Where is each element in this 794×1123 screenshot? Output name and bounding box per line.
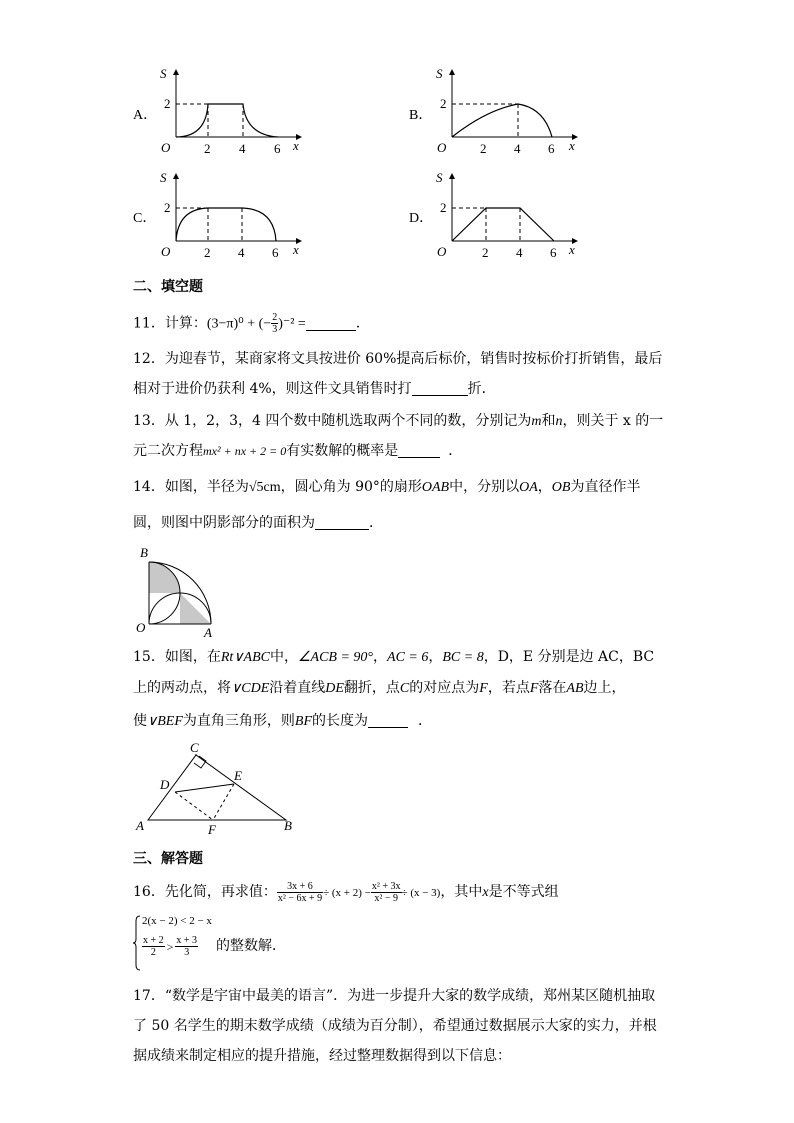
- graph-a: [150, 62, 310, 157]
- question-17-line-2: 了 50 名学生的期末数学成绩（成绩为百分制），希望通过数据展示大家的实力，并根: [133, 1018, 657, 1034]
- axis-y-label: S: [436, 170, 443, 185]
- tick-x-4: 4: [239, 141, 246, 156]
- axis-x-label: x: [293, 138, 299, 153]
- label-d: D: [160, 777, 170, 792]
- label-a: A: [136, 818, 144, 833]
- curve-c: [176, 208, 276, 241]
- tick-x-4: 4: [516, 245, 523, 260]
- question-15-line-3: 使∨BEF为直角三角形，则BF的长度为 ．: [133, 713, 433, 729]
- question-12-line-1: 12．为迎春节，某商家将文具按进价 60%提高后标价，销售时按标价打折销售，最后: [133, 351, 663, 367]
- option-a-label: A．: [133, 108, 158, 123]
- axis-x-label: x: [569, 242, 575, 257]
- tick-x-2: 2: [204, 141, 211, 156]
- question-12-line-2: 相对于进价仍获利 4%，则这件文具销售时打 折．: [133, 381, 496, 397]
- axis-y-label: S: [436, 66, 443, 81]
- axis-y-label: S: [160, 170, 167, 185]
- tick-y: 2: [164, 96, 171, 111]
- origin-label: O: [161, 140, 171, 155]
- tick-x-4: 4: [514, 141, 521, 156]
- tick-x-6: 6: [272, 245, 279, 260]
- label-a: A: [204, 625, 212, 638]
- option-d-label: D．: [409, 211, 434, 226]
- question-16-line-1: 16．先化简，再求值： $\frac{3x + 6}{\text{x² − 6x + 9}}$ ÷ (x + 2) − $\frac{\text{x² + 3x}}{\text{x² − 9}}$ ÷ (x − 3)，其中x是不等式组: [133, 880, 559, 904]
- answer-blank[interactable]: [315, 515, 369, 530]
- question-13-line-2: 元二次方程mx² + nx + 2 = 0有实数解的概率是 ．: [133, 443, 463, 459]
- origin-label: O: [161, 244, 171, 259]
- section-title-solve: 三、解答题: [133, 851, 203, 867]
- origin-label: O: [437, 140, 447, 155]
- option-c-label: C．: [133, 211, 157, 226]
- label-b: B: [140, 545, 148, 560]
- tick-x-2: 2: [204, 245, 211, 260]
- axis-x-label: x: [293, 242, 299, 257]
- answer-blank[interactable]: [368, 713, 408, 728]
- label-e: E: [234, 768, 242, 783]
- question-16-tail: 的整数解．: [216, 938, 286, 954]
- origin-label: O: [437, 244, 447, 259]
- q15-figure: [134, 740, 304, 838]
- question-13-line-1: 13．从 1，2，3，4 四个数中随机选取两个不同的数，分别记为m和n，则关于 x 的一: [133, 413, 664, 429]
- question-14-line-1: 14．如图，半径为√5cm，圆心角为 90°的扇形OAB中，分别以OA，OB为直径作半: [133, 479, 641, 495]
- tick-x-4: 4: [238, 245, 245, 260]
- option-b-label: B．: [409, 108, 433, 123]
- curve-b: [452, 104, 552, 137]
- inequality-2: $\frac{x + 2}{2}$ > $\frac{x + 3}{3}$: [143, 935, 198, 958]
- graph-c: [150, 166, 310, 261]
- label-f: F: [208, 822, 216, 837]
- tick-y: 2: [440, 200, 447, 215]
- tick-x-2: 2: [482, 245, 489, 260]
- question-14-line-2: 圆，则图中阴影部分的面积为 ．: [133, 515, 383, 531]
- tick-x-6: 6: [550, 245, 557, 260]
- tick-x-6: 6: [548, 141, 555, 156]
- label-o: O: [136, 620, 146, 635]
- question-11: 11．计算：(3−π)⁰ + (− $\frac{2}{3}$ )⁻² = ．: [133, 312, 370, 335]
- axis-y-label: S: [160, 66, 167, 81]
- answer-blank[interactable]: [398, 443, 440, 458]
- tick-x-2: 2: [480, 141, 487, 156]
- inequality-1: 2(x − 2) < 2 − x: [142, 915, 212, 927]
- tick-y: 2: [440, 96, 447, 111]
- brace-icon: [133, 915, 141, 971]
- curve-a: [176, 104, 278, 137]
- graph-b: [426, 62, 586, 157]
- question-15-line-2: 上的两动点，将∨CDE沿着直线DE翻折，点C的对应点为F，若点F落在AB边上，: [133, 680, 626, 696]
- label-b: B: [284, 818, 292, 833]
- curve-d: [452, 208, 554, 241]
- answer-blank[interactable]: [306, 316, 356, 331]
- inequality-system: [133, 915, 213, 973]
- question-15-line-1: 15．如图，在Rt∨ABC中，∠ACB = 90°，AC = 6，BC = 8，D，E 分别是边 AC，BC: [133, 649, 655, 665]
- section-title-fill-blank: 二、填空题: [133, 279, 203, 295]
- question-17-line-3: 据成绩来制定相应的提升措施，经过整理数据得到以下信息：: [133, 1048, 511, 1064]
- graph-d: [426, 166, 586, 261]
- tick-y: 2: [164, 200, 171, 215]
- axis-x-label: x: [569, 138, 575, 153]
- question-17-line-1: 17．“数学是宇宙中最美的语言”．为进一步提升大家的数学成绩，郑州某区随机抽取: [133, 988, 656, 1004]
- label-c: C: [190, 740, 199, 755]
- q14-figure: [134, 544, 224, 638]
- answer-blank[interactable]: [412, 381, 468, 396]
- tick-x-6: 6: [274, 141, 281, 156]
